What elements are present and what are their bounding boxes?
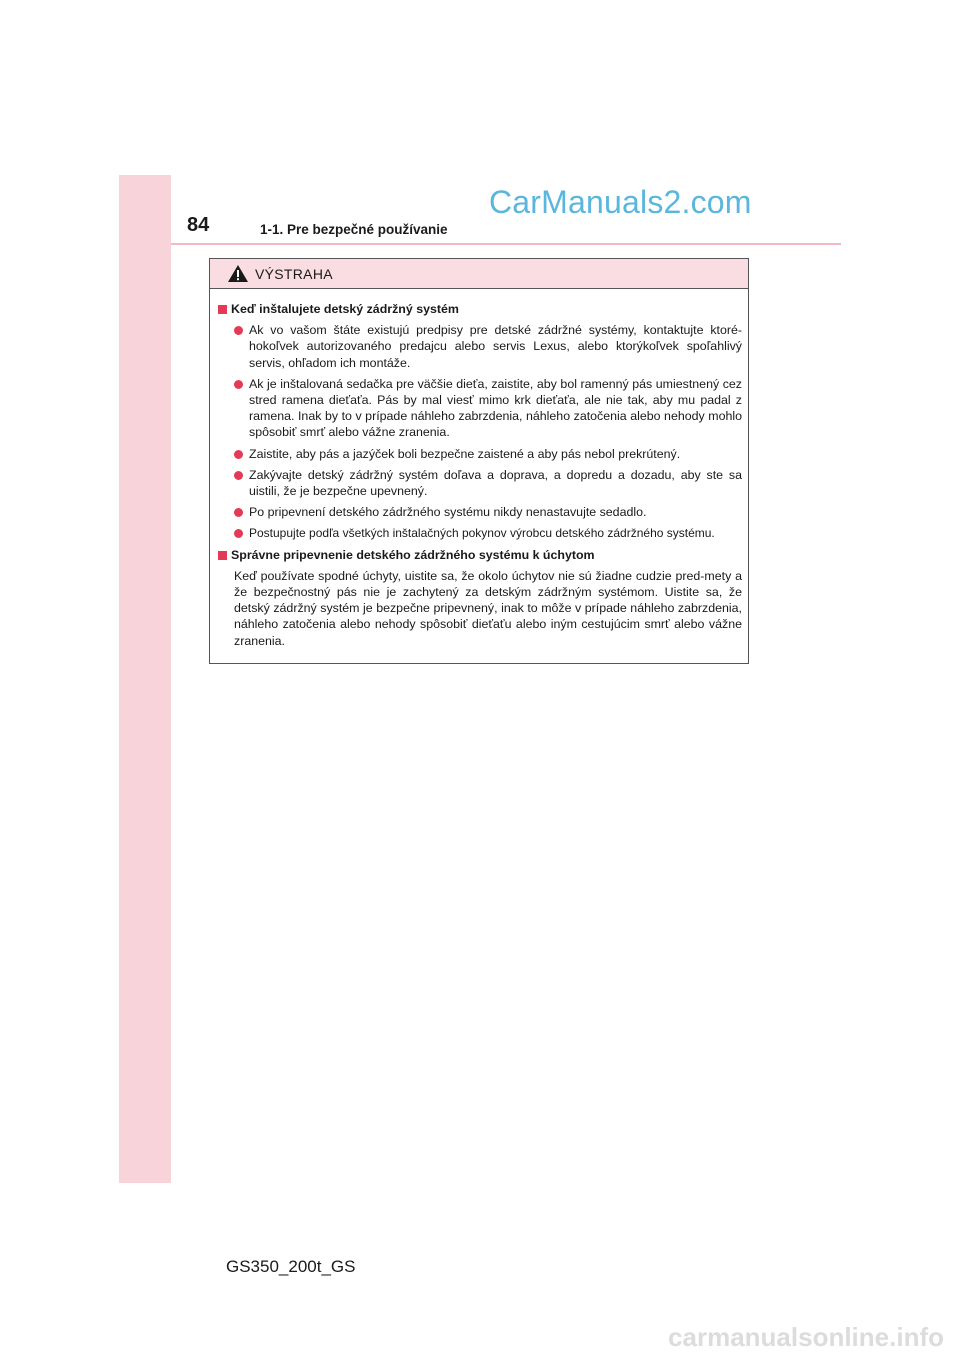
document-code: GS350_200t_GS [226, 1257, 356, 1276]
header-rule [171, 243, 841, 245]
dot-bullet-icon [234, 380, 243, 389]
warning-header [210, 259, 748, 289]
bullet-item [234, 467, 742, 499]
bullet-item [234, 376, 742, 441]
watermark-top: CarManuals2.com [489, 184, 752, 220]
page-number: 84 [187, 214, 210, 236]
warning-body [210, 289, 748, 649]
bullet-text: Postupujte podľa všetkých inštalačných pokynov výrobcu detského zádržného systému. [249, 526, 715, 541]
watermark-bottom: carmanualsonline.info [668, 1322, 944, 1352]
bullet-text: Ak vo vašom štáte existujú predpisy pre detské zádržné systémy, kontaktujte ktoré-hokoľvek autorizovaného predajcu alebo servis Lexus, alebo ktorýkoľvek spoľahlivý servis, ohľadom ich montáže. [249, 323, 742, 370]
warning-title: VÝSTRAHA [255, 265, 333, 282]
warning-triangle-icon [227, 264, 249, 283]
paragraph-anchors: Keď používate spodné úchyty, uistite sa, že okolo úchytov nie sú žiadne cudzie pred-mety a že bezpečnostný pás nie je zachytený za detským zádržným systémom. Uistite sa, že detský zádržný systém je bezpečne pripevnený, inak to môže v prípade náhleho zabrzdenia, náhleho zatočenia alebo nehody spôsobiť dieťaťu alebo iným cestujúcim smrť alebo vážne zranenia. [234, 568, 742, 648]
warning-box [209, 258, 749, 664]
bullet-item [234, 446, 742, 462]
dot-bullet-icon [234, 326, 243, 335]
dot-bullet-icon [234, 508, 243, 517]
section-title: 1-1. Pre bezpečné používanie [260, 222, 448, 237]
subheading-text: Správne pripevnenie detského zádržného systému k úchytom [231, 547, 595, 562]
bullet-text: Zakývajte detský zádržný systém doľava a doprava, a dopredu a dozadu, aby ste sa uistili, že je bezpečne upevnený. [249, 467, 742, 499]
bullet-text: Po pripevnení detského zádržného systému nikdy nenastavujte sedadlo. [249, 505, 647, 520]
bullet-item [234, 525, 742, 541]
dot-bullet-icon [234, 450, 243, 459]
bullet-text: Ak je inštalovaná sedačka pre väčšie dieťa, zaistite, aby bol ramenný pás umiestnený cez stred ramena dieťaťa. Pás by mal viesť mimo krk dieťaťa, ale nie tak, aby mu padal z ramena. Inak by to v prípade náhleho zabrzdenia, náhleho zatočenia alebo nehody mohlo spôsobiť smrť alebo vážne zranenia. [249, 376, 742, 440]
dot-bullet-icon [234, 471, 243, 480]
side-band [119, 175, 171, 1183]
subheading-installing [216, 301, 742, 317]
square-bullet-icon [218, 305, 227, 314]
subheading-text: Keď inštalujete detský zádržný systém [231, 302, 459, 316]
square-bullet-icon [218, 551, 227, 560]
bullet-item [234, 322, 742, 371]
dot-bullet-icon [234, 529, 243, 538]
bullet-text: Zaistite, aby pás a jazýček boli bezpečne zaistené a aby pás nebol prekrútený. [249, 446, 681, 461]
bullet-item [234, 504, 742, 520]
subheading-anchors [216, 547, 742, 563]
